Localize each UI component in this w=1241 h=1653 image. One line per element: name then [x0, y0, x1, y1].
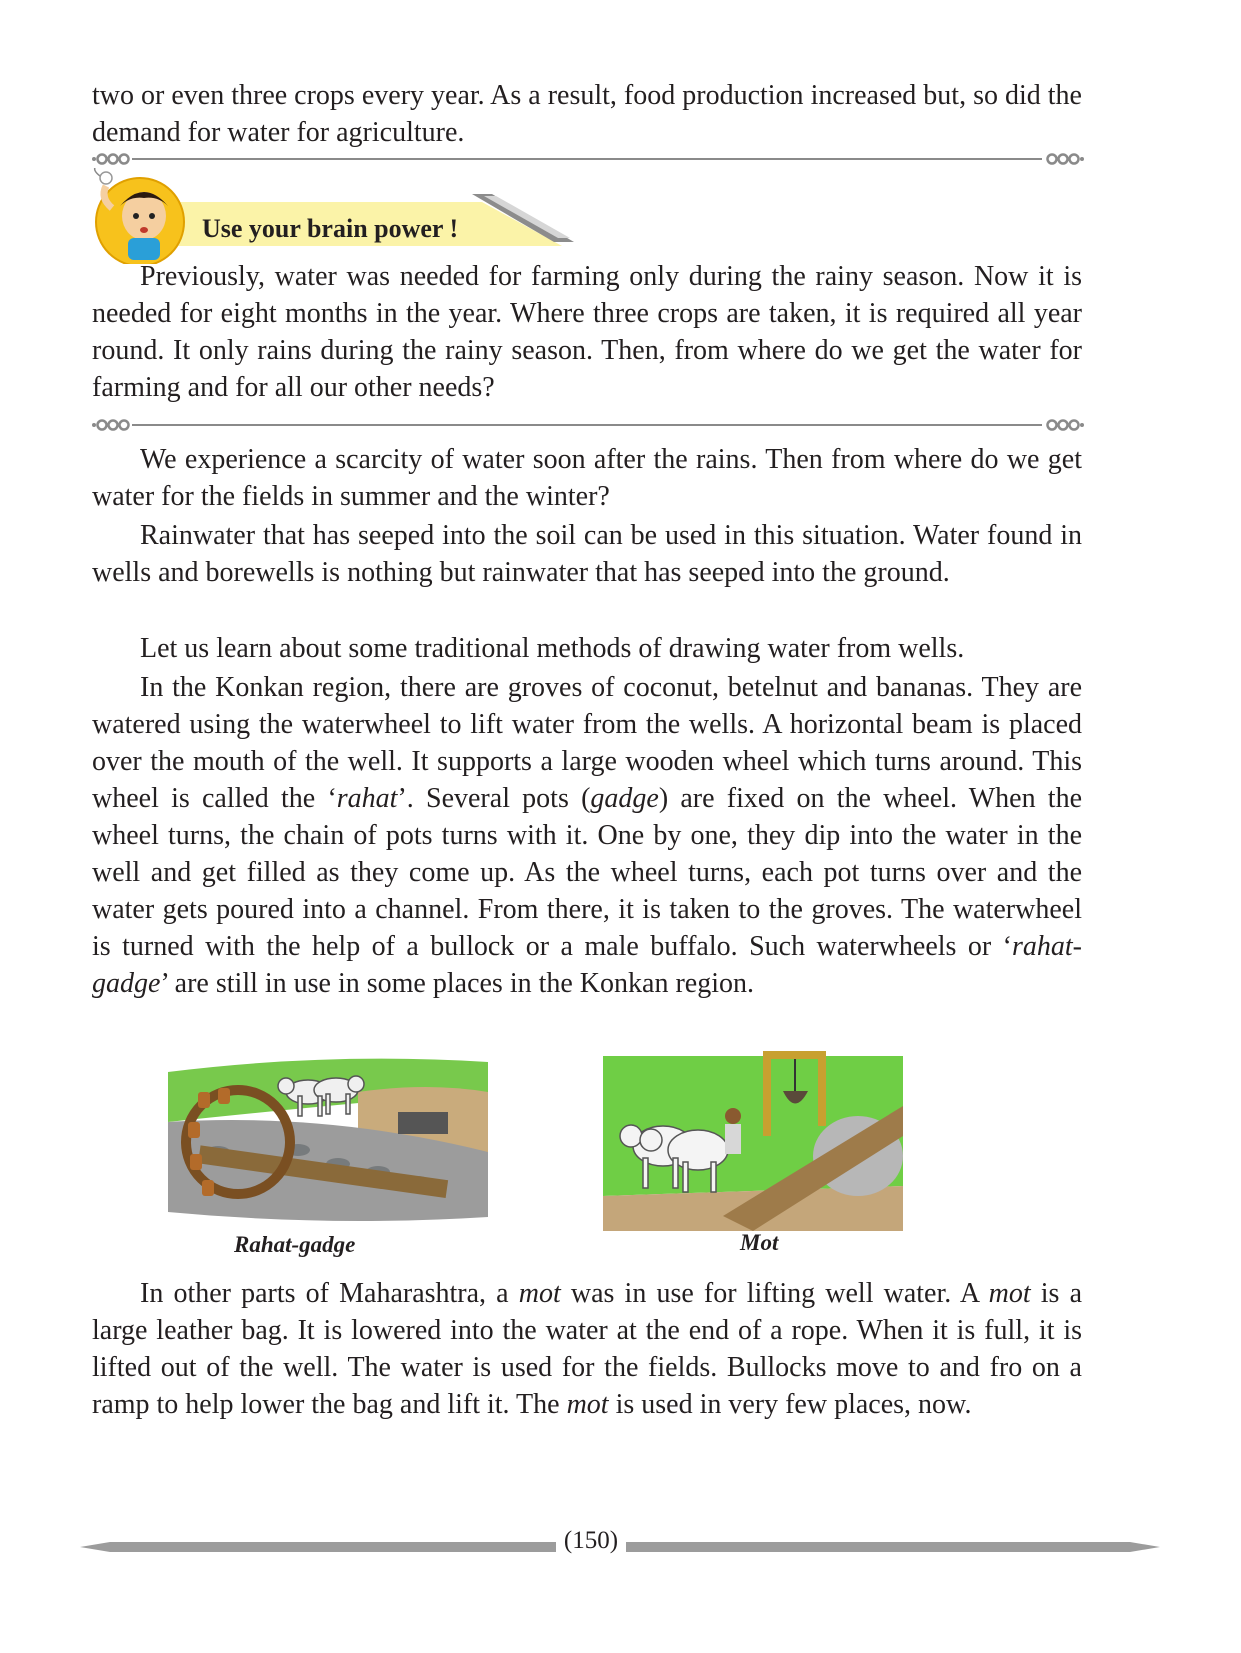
paragraph-intro: two or even three crops every year. As a result, food production increased but, so did the demand for water for agriculture. — [92, 80, 1082, 148]
divider-middle — [92, 418, 1084, 432]
paragraph-konkan: In the Konkan region, there are groves of coconut, betelnut and bananas. They are watered using the waterwheel to lift water from the wells. A horizontal beam is placed over the mouth of the well. It supports a large wooden wheel which turns around. This wheel is called the ‘rahat’. Several pots (gadge) are fixed on the wheel. When the wheel turns, the chain of pots turns with it. One by one, they dip into the water in the well and get filled as they come up. As the wheel turns, each pot turns over and the water gets poured into a channel. From there, it is taken to the groves. The waterwheel is turned with the help of a bullock or a male buffalo. Such waterwheels or ‘rahat-gadge’ are still in use in some places in the Konkan region. — [92, 672, 1083, 999]
paragraph-brain-power: Previously, water was needed for farming only during the rainy season. Now it is needed for eight months in the year. Where three crops are taken, it is required all year round. It only rains during the rainy season. Then, from where do we get the water for farming and for all our other needs? — [92, 261, 1082, 403]
divider-top — [92, 152, 1084, 166]
rahat-gadge-illustration — [158, 1052, 498, 1227]
paragraph-traditional-methods: Let us learn about some traditional methods of drawing water from wells. — [140, 633, 965, 664]
caption-rahat-gadge: Rahat-gadge — [234, 1232, 356, 1257]
caption-mot: Mot — [740, 1230, 779, 1255]
page-number: (150) — [556, 1527, 626, 1555]
mot-illustration — [603, 1046, 903, 1231]
paragraph-scarcity: We experience a scarcity of water soon after the rains. Then from where do we get water for the fields in summer and the winter? — [92, 444, 1082, 512]
paragraph-mot: In other parts of Maharashtra, a mot was in use for lifting well water. A mot is a large leather bag. It is lowered into the water at the end of a rope. When it is full, it is lifted out of the well. The water is used for the fields. Bullocks move to and fro on a ramp to help lower the bag and lift it. The mot is used in very few places, now. — [92, 1278, 1083, 1420]
boy-thinking-icon — [95, 168, 184, 264]
paragraph-rainwater: Rainwater that has seeped into the soil can be used in this situation. Water found in wells and borewells is nothing but rainwater that has seeped into the ground. — [92, 520, 1082, 588]
brain-power-title: Use your brain power ! — [202, 214, 459, 243]
